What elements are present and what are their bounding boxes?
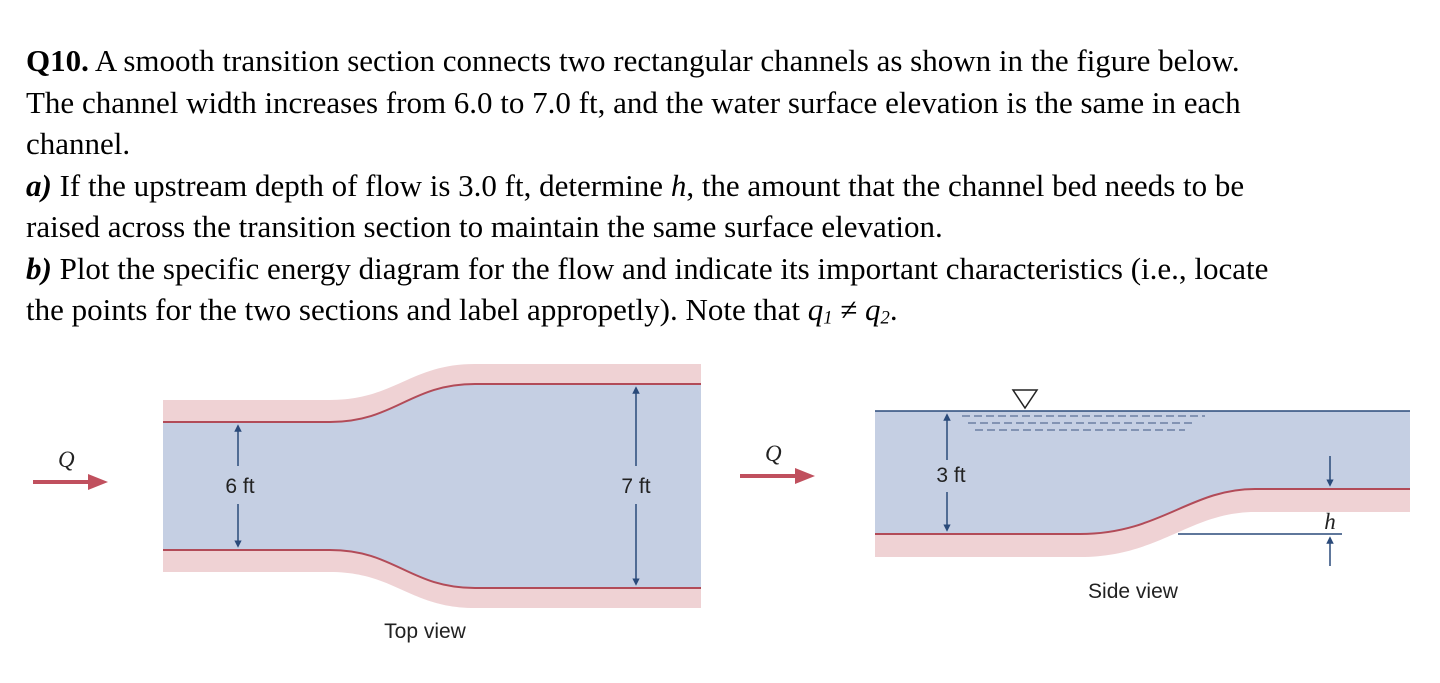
width-right-label: 7 ft	[621, 475, 651, 498]
side-view	[740, 390, 1410, 603]
water-surface-symbol	[1013, 390, 1037, 408]
part-a: a) If the upstream depth of flow is 3.0 ft, determine h, the amount that the channel bed needs to be	[26, 167, 1245, 203]
question-intro-line3: channel.	[26, 126, 131, 161]
top-view-flow-label: Q	[58, 447, 75, 472]
step-label: h	[1324, 509, 1336, 534]
depth-label: 3 ft	[936, 464, 966, 487]
h-symbol: h	[670, 167, 687, 203]
part-a-label: a)	[26, 167, 52, 203]
width-left-label: 6 ft	[225, 475, 255, 498]
part-b-label: b)	[26, 250, 52, 286]
question-intro-line2: The channel width increases from 6.0 to 7.0 ft, and the water surface elevation is the same in each	[26, 84, 1241, 120]
side-view-flow-label: Q	[765, 441, 782, 466]
q2-symbol: $q_2$	[865, 292, 890, 329]
side-view-caption: Side view	[1088, 580, 1178, 603]
top-view	[33, 364, 701, 643]
top-view-flow-arrow	[33, 474, 108, 490]
question-intro: Q10. A smooth transition section connects two rectangular channels as shown in the figure below.	[26, 43, 1240, 78]
question-number: Q10.	[26, 43, 89, 78]
part-b-line2: the points for the two sections and label appropetly). Note that $q_1 \ne q_2$.	[26, 292, 898, 329]
q1-symbol: $q_1$	[807, 292, 833, 329]
part-a-line2: raised across the transition section to maintain the same surface elevation.	[26, 209, 943, 244]
top-view-caption: Top view	[384, 620, 466, 643]
side-view-flow-arrow	[740, 468, 815, 484]
part-b: b) Plot the specific energy diagram for the flow and indicate its important characteristics (i.e., locate	[26, 250, 1269, 286]
